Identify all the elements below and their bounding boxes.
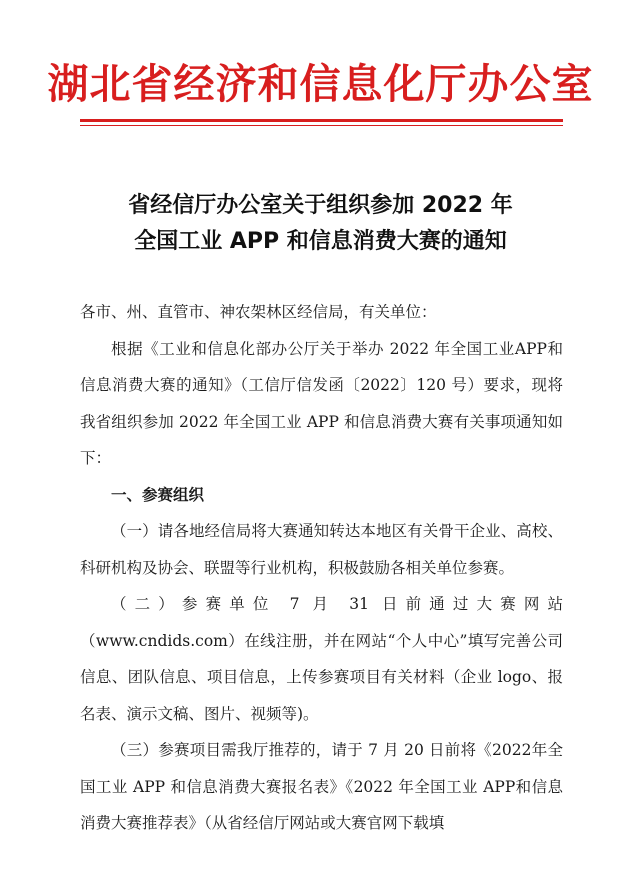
document-body: [80, 294, 563, 842]
masthead-rule-thick: [80, 119, 563, 122]
masthead-org-name: 湖北省经济和信息化厅办公室: [47, 60, 594, 108]
document-title: [0, 188, 641, 260]
item-paragraph-3: （三）参赛项目需我厅推荐的，请于 7 月 20 日前将《2022年全国工业 APP 和信息消费大赛报名表》《2022 年全国工业 APP和信息消费大赛推荐表》（从省经信厅网站或大赛官网下载填: [80, 741, 563, 832]
intro-paragraph: 根据《工业和信息化部办公厅关于举办 2022 年全国工业APP和信息消费大赛的通知》（工信厅信发函〔2022〕120 号）要求，现将我省组织参加 2022 年全国工业 APP 和信息消费大赛有关事项通知如下：: [80, 339, 563, 467]
title-line-1: 省经信厅办公室关于组织参加 2022 年: [128, 193, 513, 218]
item-paragraph-1: （一）请各地经信局将大赛通知转达本地区有关骨干企业、高校、科研机构及协会、联盟等行业机构，积极鼓励各相关单位参赛。: [80, 522, 563, 577]
item-paragraph-2: （二）参赛单位 7 月 31 日前通过大赛网站（www.cndids.com）在线注册，并在网站“个人中心”填写完善公司信息、团队信息、项目信息，上传参赛项目有关材料（企业 logo、报名表、演示文稿、图片、视频等)。: [80, 595, 563, 723]
salutation: 各市、州、直管市、神农架林区经信局，有关单位：: [80, 303, 437, 321]
title-line-2: 全国工业 APP 和信息消费大赛的通知: [134, 229, 507, 254]
masthead-rule-thin: [80, 125, 563, 126]
section-heading-1: 一、参赛组织: [111, 485, 205, 504]
